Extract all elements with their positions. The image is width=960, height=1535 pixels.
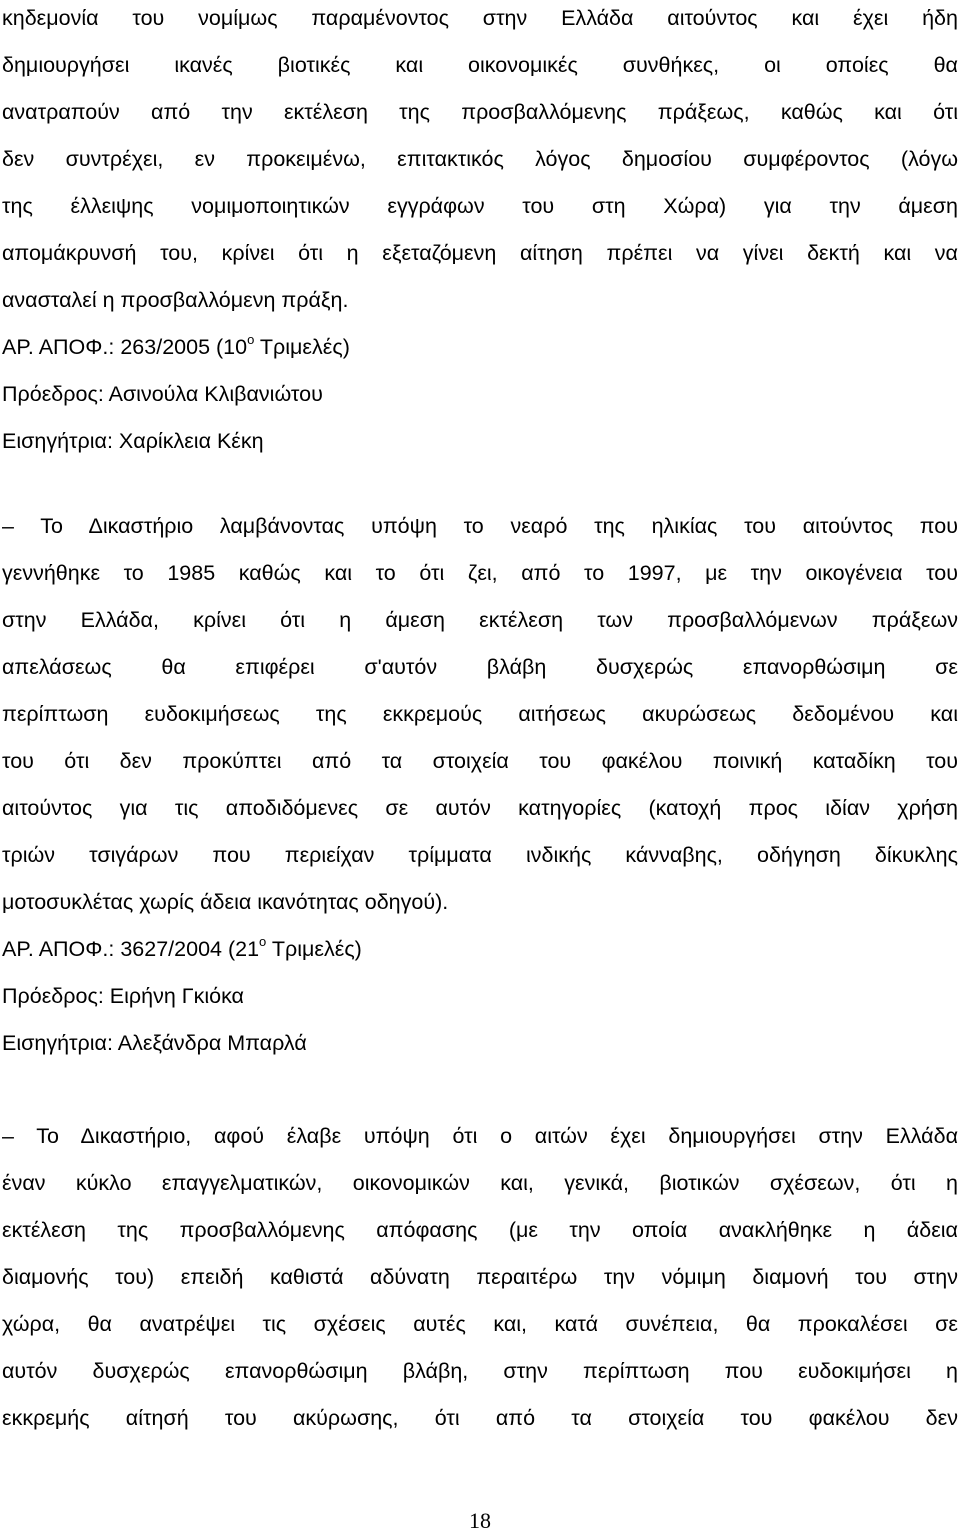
paragraph-continuation [2, 0, 958, 465]
text-line: του ότι δεν προκύπτει από τα στοιχεία του φακέλου ποινική καταδίκη του [2, 749, 958, 773]
decision-number: ΑΡ. ΑΠΟΦ.: 263/2005 (10 [2, 335, 248, 359]
text-line: περίπτωση ευδοκιμήσεως της εκκρεμούς αιτήσεως ακυρώσεως δεδομένου και [2, 702, 958, 726]
text-line: δημιουργήσει ικανές βιοτικές και οικονομικές συνθήκες, οι οποίες θα [2, 53, 958, 77]
ordinal-superscript: ο [259, 934, 267, 949]
text-line: μοτοσυκλέτας χωρίς άδεια ικανότητας οδηγού). [2, 890, 449, 914]
text-line: απελάσεως θα επιφέρει σ'αυτόν βλάβη δυσχερώς επανορθώσιμη σε [2, 655, 958, 679]
page-number: 18 [469, 1508, 491, 1533]
president-line: Πρόεδρος: Ειρήνη Γκιόκα [2, 984, 244, 1008]
president-line: Πρόεδρος: Ασινούλα Κλιβανιώτου [2, 382, 323, 406]
text-line: κηδεμονία του νομίμως παραμένοντος στην Ελλάδα αιτούντος και έχει ήδη [2, 6, 958, 30]
text-line: – Το Δικαστήριο, αφού έλαβε υπόψη ότι ο αιτών έχει δημιουργήσει στην Ελλάδα [2, 1124, 958, 1148]
panel-type: Τριμελές) [254, 335, 350, 359]
text-line: εκκρεμής αίτησή του ακύρωσης, ότι από τα στοιχεία του φακέλου δεν [2, 1406, 958, 1430]
decision-reference [2, 324, 958, 371]
text-line: ανατραπούν από την εκτέλεση της προσβαλλόμενης πράξεως, καθώς και ότι [2, 100, 958, 124]
paragraph-ruling-2 [2, 503, 958, 1067]
text-line: – Το Δικαστήριο λαμβάνοντας υπόψη το νεαρό της ηλικίας του αιτούντος που [2, 514, 958, 538]
text-line: αιτούντος για τις αποδιδόμενες σε αυτόν κατηγορίες (κατοχή προς ιδίαν χρήση [2, 796, 958, 820]
decision-number: ΑΡ. ΑΠΟΦ.: 3627/2004 (21 [2, 937, 260, 961]
panel-type: Τριμελές) [266, 937, 362, 961]
rapporteur-line: Εισηγήτρια: Αλεξάνδρα Μπαρλά [2, 1031, 307, 1055]
text-line: απομάκρυνσή του, κρίνει ότι η εξεταζόμενη αίτηση πρέπει να γίνει δεκτή και να [2, 241, 958, 265]
text-line: στην Ελλάδα, κρίνει ότι η άμεση εκτέλεση των προσβαλλόμενων πράξεων [2, 608, 958, 632]
paragraph-ruling-3 [2, 1113, 958, 1442]
text-line: γεννήθηκε το 1985 καθώς και το ότι ζει, από το 1997, με την οικογένεια του [2, 561, 958, 585]
text-line: τριών τσιγάρων που περιείχαν τρίμματα ινδικής κάνναβης, οδήγηση δίκυκλης [2, 843, 958, 867]
rapporteur-line: Εισηγήτρια: Χαρίκλεια Κέκη [2, 429, 264, 453]
text-line: δεν συντρέχει, εν προκειμένω, επιτακτικός λόγος δημοσίου συμφέροντος (λόγω [2, 147, 958, 171]
text-line: ανασταλεί η προσβαλλόμενη πράξη. [2, 288, 349, 312]
text-line: της έλλειψης νομιμοποιητικών εγγράφων του στη Χώρα) για την άμεση [2, 194, 958, 218]
text-line: αυτόν δυσχερώς επανορθώσιμη βλάβη, στην περίπτωση που ευδοκιμήσει η [2, 1359, 958, 1383]
text-line: έναν κύκλο επαγγελματικών, οικονομικών και, γενικά, βιοτικών σχέσεων, ότι η [2, 1171, 958, 1195]
decision-reference [2, 926, 958, 973]
text-line: χώρα, θα ανατρέψει τις σχέσεις αυτές και, κατά συνέπεια, θα προκαλέσει σε [2, 1312, 958, 1336]
text-line: εκτέλεση της προσβαλλόμενης απόφασης (με την οποία ανακλήθηκε η άδεια [2, 1218, 958, 1242]
text-line: διαμονής του) επειδή καθιστά αδύνατη περαιτέρω την νόμιμη διαμονή του στην [2, 1265, 958, 1289]
ordinal-superscript: ο [247, 332, 255, 347]
